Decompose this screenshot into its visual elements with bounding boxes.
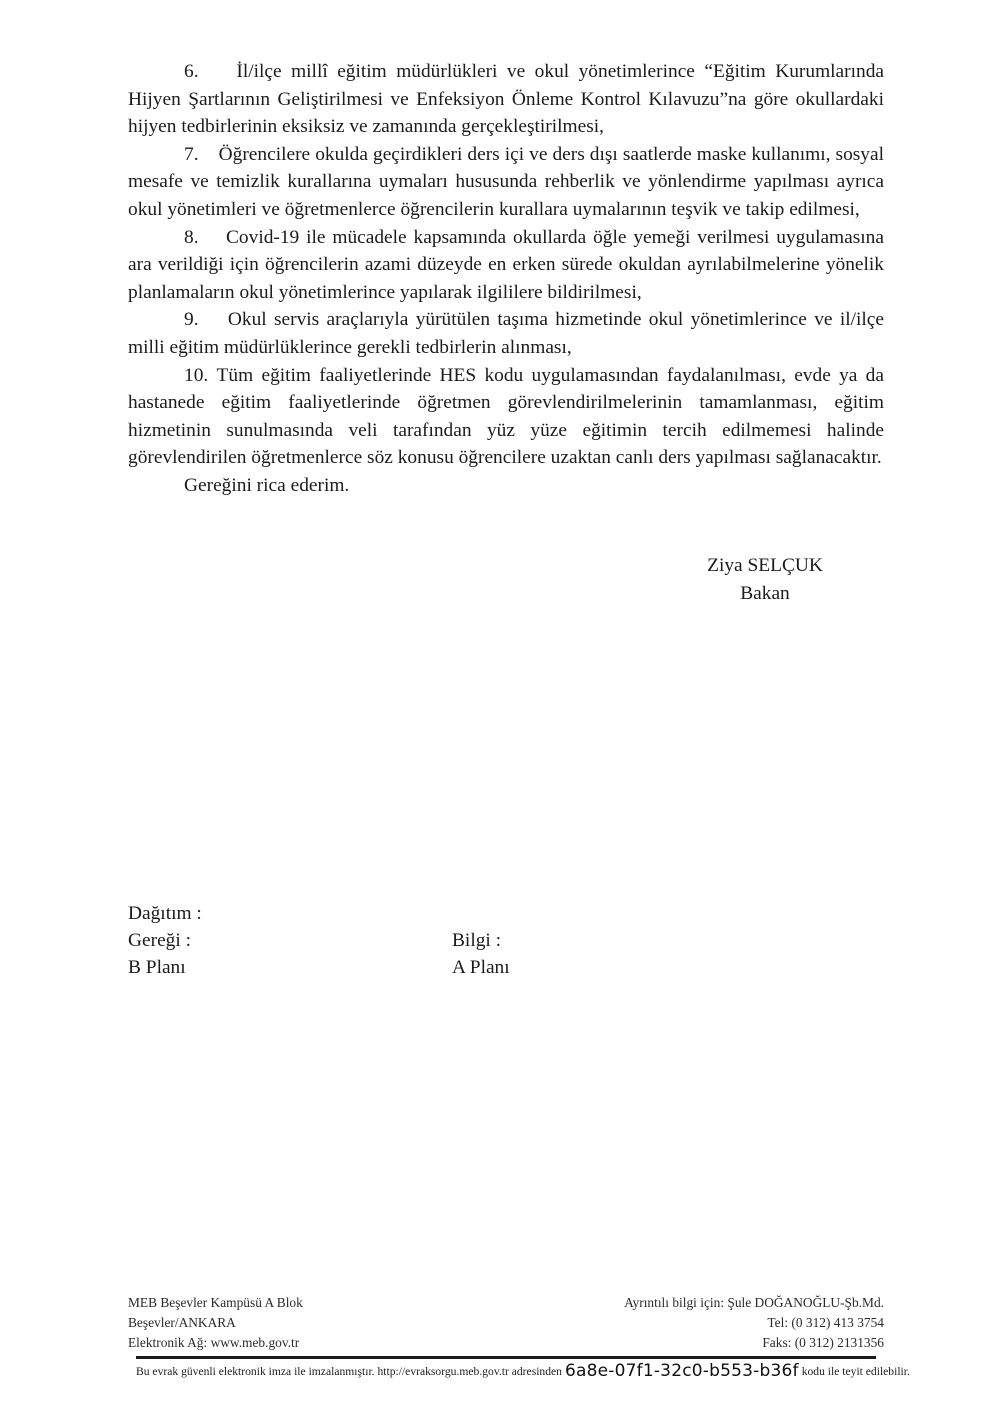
paragraph-spacer-8 xyxy=(199,227,226,248)
esignature-code: 6a8e-07f1-32c0-b553-b36f xyxy=(564,1361,799,1381)
distribution-block xyxy=(128,900,888,981)
distribution-heading: Dağıtım : xyxy=(128,903,202,924)
paragraph-text-8: Covid-19 ile mücadele kapsamında okullarda öğle yemeği verilmesi uygulamasına ara verildiği için öğrencilerin azami düzeyde en erken sürede okuldan ayrılabilmelerine yönelik planlamaların okul yönetimlerince yapılarak ilgililere bildirilmesi, xyxy=(128,226,884,303)
distribution-label-row xyxy=(128,927,888,954)
page-footer xyxy=(128,1293,884,1355)
paragraph-text-6: İl/ilçe millî eğitim müdürlükleri ve okul yönetimlerince “Eğitim Kurumlarında Hijyen Şartlarının Geliştirilmesi ve Enfeksiyon Önleme Kontrol Kılavuzu”na göre okullardaki hijyen tedbirlerinin eksiksiz ve zamanında gerçekleştirilmesi, xyxy=(128,61,884,138)
esignature-divider xyxy=(136,1356,876,1359)
paragraph-spacer-9 xyxy=(199,309,228,330)
document-body xyxy=(128,58,884,500)
paragraph-text-9: Okul servis araçlarıyla yürütülen taşıma hizmetinde okul yönetimlerince ve il/ilçe milli eğitim müdürlüklerince gerekli tedbirlerin alınması, xyxy=(128,309,884,358)
footer-contact xyxy=(624,1293,884,1353)
footer-contact-tel: Tel: (0 312) 413 3754 xyxy=(767,1315,884,1330)
numbered-paragraph-7 xyxy=(128,141,884,224)
paragraph-text-10: Tüm eğitim faaliyetlerinde HES kodu uygulamasından faydalanılması, evde ya da hastanede eğitim faaliyetlerinde öğretmen görevlendirilmelerinin tamamlanması, eğitim hizmetinin sunulmasında veli tarafından yüz yüze eğitimin tercih edilmemesi halinde görevlendirilen öğretmenlerce söz konusu öğrencilere uzaktan canlı ders yapılması sağlanacaktır. xyxy=(128,364,884,469)
esignature-suffix: kodu ile teyit edilebilir. xyxy=(801,1365,910,1378)
paragraph-spacer-7 xyxy=(199,144,219,165)
numbered-paragraph-10 xyxy=(128,362,884,472)
distribution-gerek-value: B Planı xyxy=(128,957,186,978)
esignature-text xyxy=(136,1361,910,1381)
distribution-gereklabel: Gereği : xyxy=(128,930,191,951)
esignature-prefix: Bu evrak güvenli elektronik imza ile imzalanmıştır. http://evraksorgu.meb.gov.tr adresinden xyxy=(136,1365,562,1378)
footer-grid xyxy=(128,1293,884,1355)
signature-block xyxy=(600,552,930,608)
footer-address-line-2: Beşevler/ANKARA xyxy=(128,1315,236,1330)
distribution-bilgi-value: A Planı xyxy=(452,957,510,978)
paragraph-spacer-6 xyxy=(199,61,237,82)
footer-contact-fax: Faks: (0 312) 2131356 xyxy=(762,1335,884,1350)
esignature-verification-block xyxy=(136,1356,910,1381)
signatory-name: Ziya SELÇUK xyxy=(707,555,823,576)
distribution-heading-row xyxy=(128,900,888,927)
distribution-bilgi-label: Bilgi : xyxy=(452,930,502,951)
paragraph-number-10: 10. xyxy=(184,364,209,386)
paragraph-number-6: 6. xyxy=(184,61,199,82)
footer-address xyxy=(128,1293,303,1353)
paragraph-number-8: 8. xyxy=(184,226,199,248)
paragraph-text-7: Öğrencilere okulda geçirdikleri ders içi ve ders dışı saatlerde maske kullanımı, sosyal mesafe ve temizlik kurallarına uymaları hususunda rehberlik ve yönlendirme yapılması ayrıca okul yönetimleri ve öğretmenlerce öğrencilerin kurallara uymalarının teşvik ve takip edilmesi, xyxy=(128,143,884,220)
numbered-paragraph-8 xyxy=(128,224,884,307)
numbered-paragraph-9 xyxy=(128,306,884,361)
paragraph-number-7: 7. xyxy=(184,143,199,165)
signatory-title: Bakan xyxy=(740,583,790,604)
paragraph-spacer-10 xyxy=(208,365,216,386)
paragraph-number-9: 9. xyxy=(184,309,199,331)
footer-contact-person: Ayrıntılı bilgi için: Şule DOĞANOĞLU-Şb.Md. xyxy=(624,1295,884,1310)
closing-sentence: Gereğini rica ederim. xyxy=(184,474,350,496)
footer-address-line-1: MEB Beşevler Kampüsü A Blok xyxy=(128,1295,303,1310)
footer-address-line-3: Elektronik Ağ: www.meb.gov.tr xyxy=(128,1335,300,1350)
numbered-paragraph-6 xyxy=(128,58,884,141)
distribution-value-row xyxy=(128,954,888,981)
